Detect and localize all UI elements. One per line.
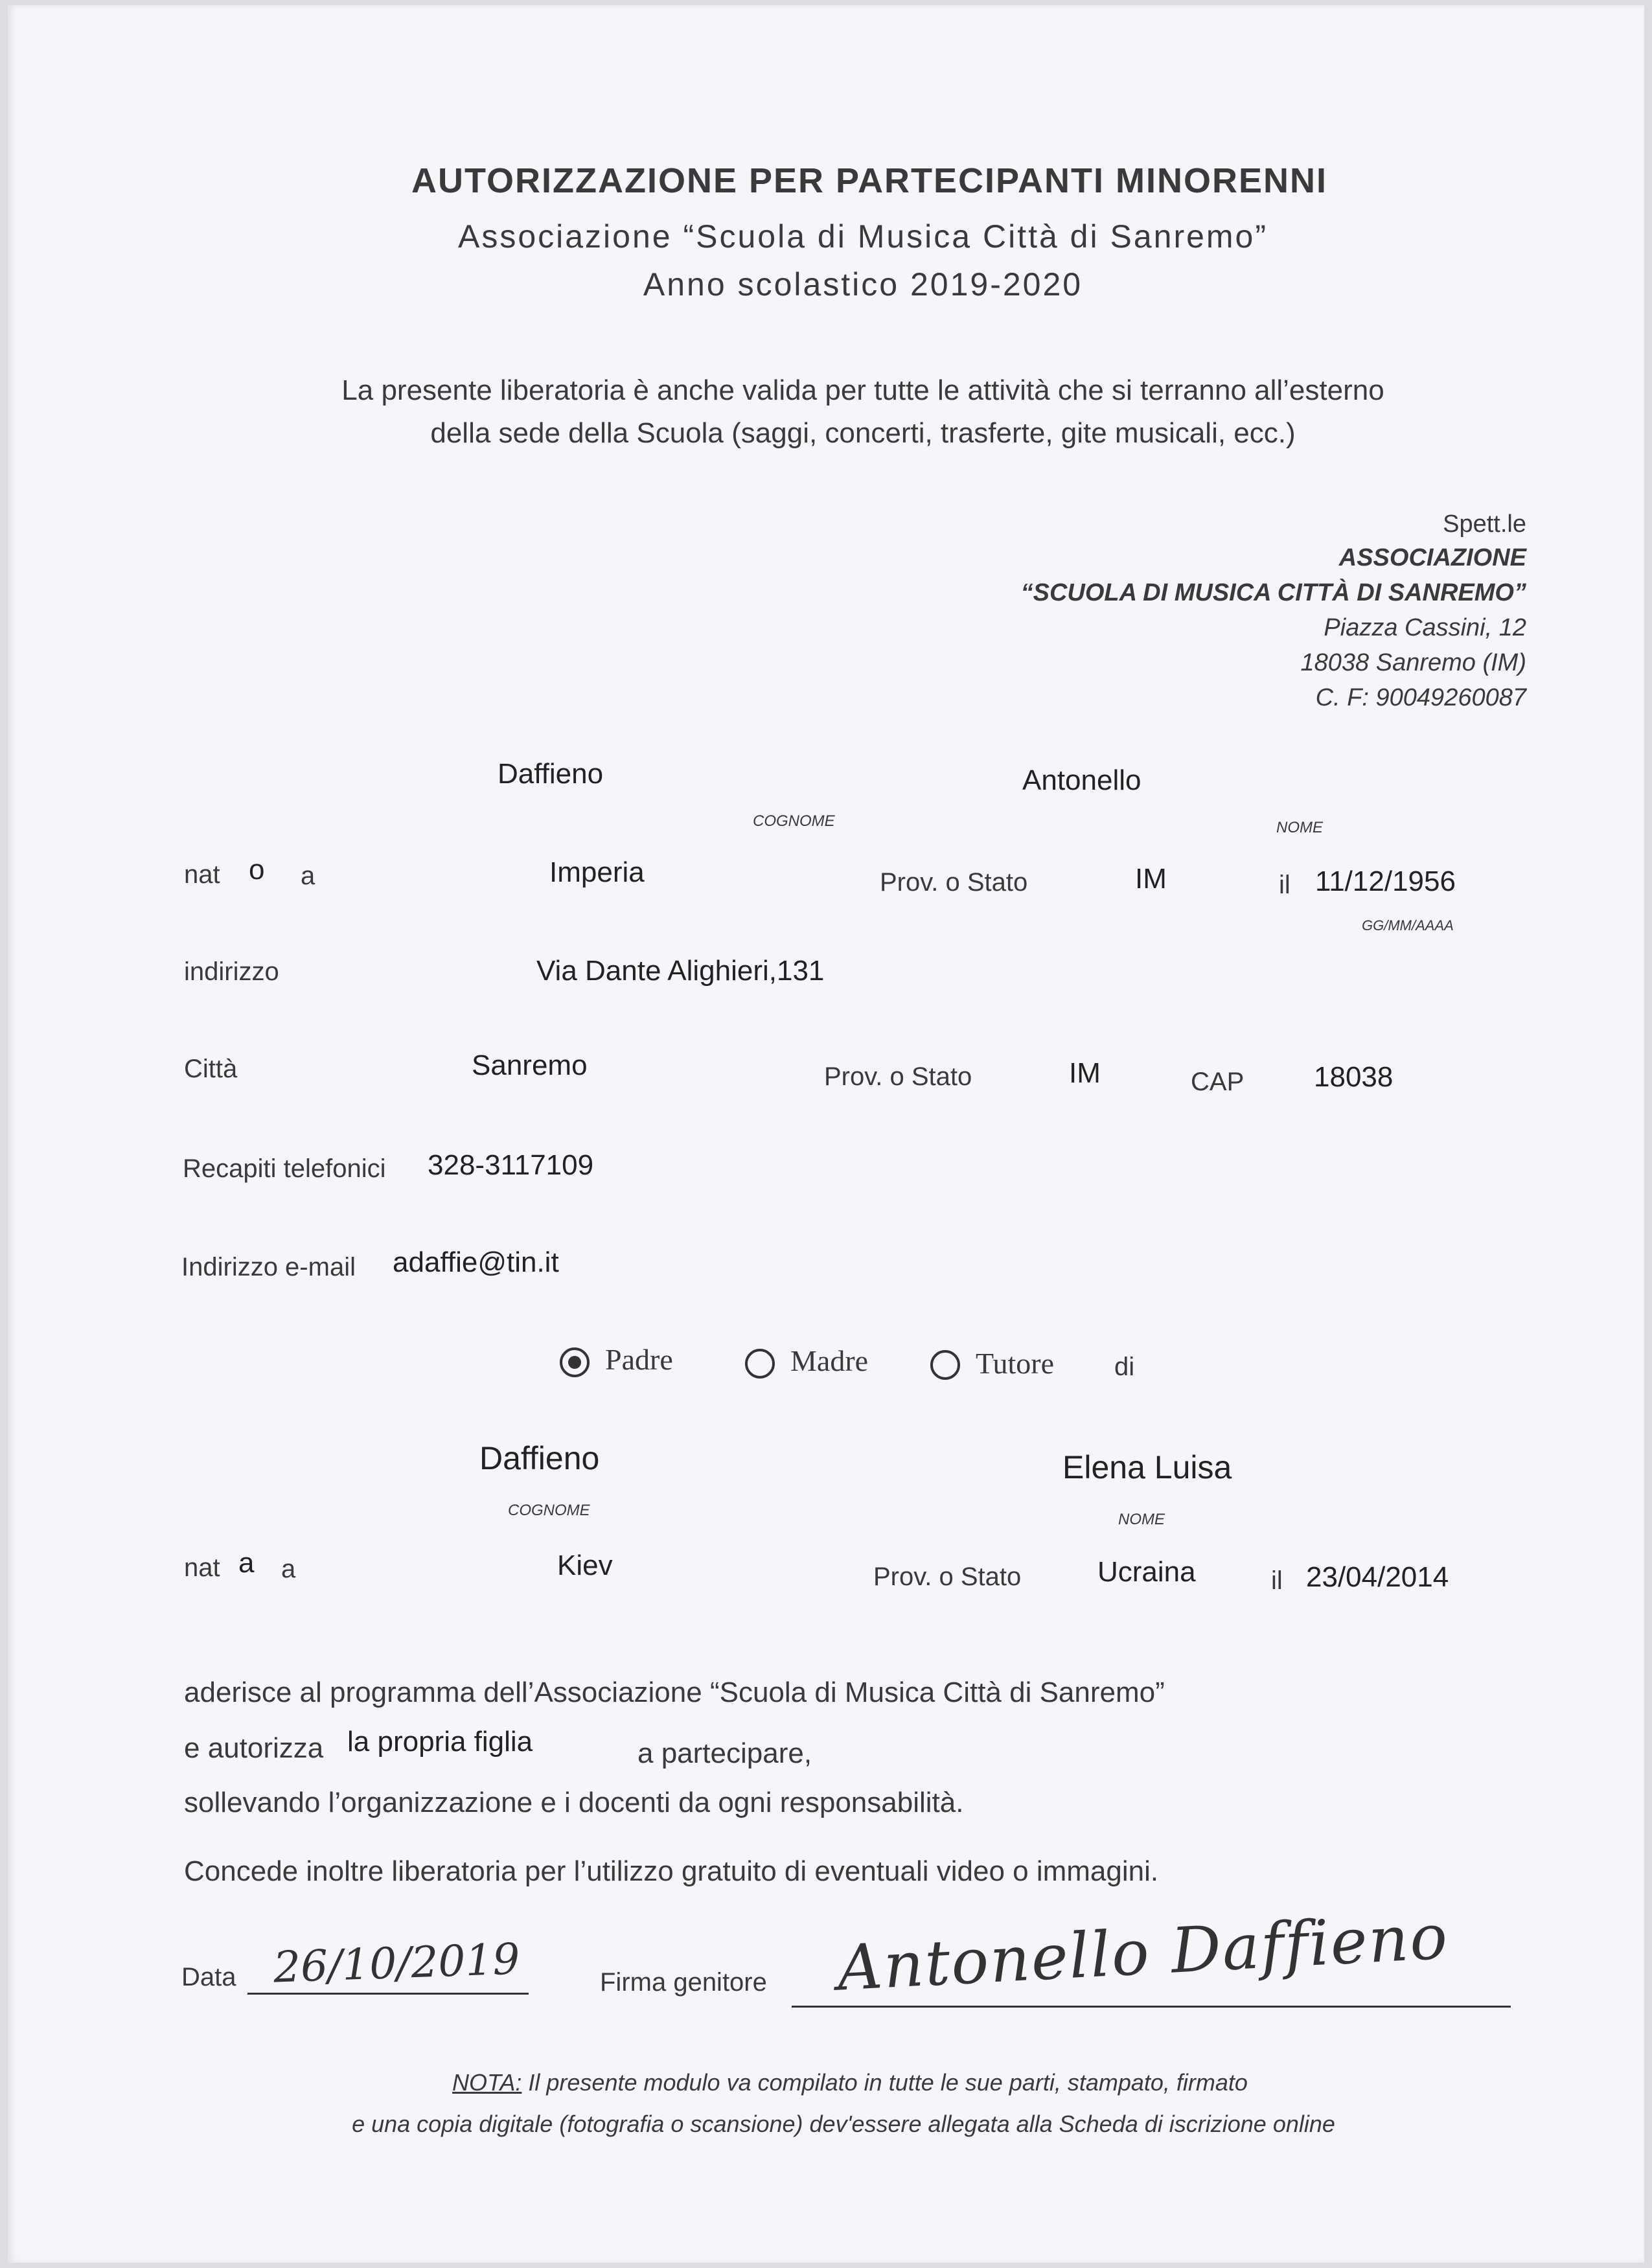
recipient-salutation: Spett.le [1443,510,1526,538]
city-prov-field[interactable]: IM [1069,1057,1101,1089]
parent-nat-suffix-field[interactable]: o [249,854,265,886]
date-label: Data [181,1963,236,1991]
recipient-name-2: “SCUOLA DI MUSICA CITTÀ DI SANREMO” [1020,579,1526,606]
phone-label: Recapiti telefonici [183,1154,386,1183]
form-title: AUTORIZZAZIONE PER PARTECIPANTI MINORENNI [411,161,1328,200]
recipient-name-1: ASSOCIAZIONE [1338,544,1526,571]
parent-il-label: il [1279,871,1291,899]
radio-madre[interactable] [745,1349,775,1379]
school-year: Anno scolastico 2019-2020 [643,266,1083,303]
signature-label: Firma genitore [600,1968,767,1997]
body-line-3: sollevando l’organizzazione e i docenti da ogni responsabilità. [184,1787,964,1818]
radio-tutore[interactable] [930,1350,960,1380]
signature-line [792,2006,1511,2008]
note-line-1 [452,2069,1248,2096]
date-format-hint: GG/MM/AAAA [1362,917,1454,934]
parent-birthplace-field[interactable]: Imperia [549,856,645,888]
parent-name-label: NOME [1276,819,1323,836]
address-label: indirizzo [184,957,279,986]
email-field[interactable]: adaffie@tin.it [393,1246,559,1278]
parent-signature[interactable]: Antonello Daffieno [835,1900,1451,2005]
child-name-field[interactable]: Elena Luisa [1062,1449,1232,1485]
child-birthplace-field[interactable]: Kiev [557,1550,613,1581]
form-sheet [8,5,1644,2263]
association-name: Associazione “Scuola di Musica Città di Sanremo” [457,218,1268,255]
date-handwritten-field[interactable]: 26/10/2019 [272,1934,521,1993]
address-field[interactable]: Via Dante Alighieri,131 [536,955,825,987]
child-birth-date-field[interactable]: 23/04/2014 [1306,1561,1449,1593]
recipient-city: 18038 Sanremo (IM) [1300,649,1526,676]
child-prov-label: Prov. o Stato [873,1563,1022,1591]
parent-name-field[interactable]: Antonello [1022,764,1141,796]
parent-birth-date-field[interactable]: 11/12/1956 [1315,865,1456,897]
recipient-cf: C. F: 90049260087 [1315,684,1526,711]
note-line-2: e una copia digitale (fotografia o scansione) dev'essere allegata alla Scheda di iscrizione online [352,2111,1335,2137]
parent-surname-field[interactable]: Daffieno [498,758,604,790]
radio-selected-dot [568,1356,581,1369]
email-label: Indirizzo e-mail [181,1253,356,1281]
radio-padre-label: Padre [605,1343,673,1376]
body-line-4: Concede inoltre liberatoria per l’utilizzo gratuito di eventuali video o immagini. [184,1855,1159,1887]
intro-line-1: La presente liberatoria è anche valida per tutte le attività che si terranno all’esterno [341,374,1384,406]
child-birth-prov-field[interactable]: Ucraina [1097,1556,1196,1588]
date-line [247,1993,529,1995]
parent-prov-label: Prov. o Stato [880,868,1028,897]
note-text-1: Il presente modulo va compilato in tutte le sue parti, stampato, firmato [522,2069,1248,2096]
note-label: NOTA: [452,2069,522,2096]
child-surname-field[interactable]: Daffieno [479,1440,600,1476]
di-label: di [1114,1353,1135,1381]
city-prov-label: Prov. o Stato [824,1062,972,1091]
child-surname-label: COGNOME [508,1502,590,1519]
child-a-label: a [281,1555,296,1583]
city-label: Città [184,1055,238,1083]
parent-a-label: a [301,862,315,890]
recipient-street: Piazza Cassini, 12 [1324,614,1526,641]
cap-label: CAP [1191,1068,1245,1096]
radio-tutore-label: Tutore [976,1347,1054,1380]
city-field[interactable]: Sanremo [472,1049,588,1081]
parent-nat-label: nat [184,860,220,889]
body-line-1: aderisce al programma dell’Associazione “Scuola di Musica Città di Sanremo” [184,1677,1165,1708]
parent-surname-label: COGNOME [753,812,835,830]
phone-field[interactable]: 328-3117109 [428,1149,594,1181]
intro-line-2: della sede della Scuola (saggi, concerti, trasferte, gite musicali, ecc.) [430,417,1296,449]
cap-field[interactable]: 18038 [1314,1061,1394,1093]
authorize-prefix: e autorizza [184,1732,324,1764]
radio-padre[interactable] [560,1347,590,1377]
radio-madre-label: Madre [790,1344,869,1377]
parent-birth-prov-field[interactable]: IM [1135,863,1167,895]
child-il-label: il [1271,1566,1283,1595]
authorize-value-field[interactable]: la propria figlia [347,1726,533,1758]
child-name-label: NOME [1118,1511,1165,1528]
authorize-suffix: a partecipare, [637,1737,812,1769]
child-nat-label: nat [184,1553,220,1582]
child-nat-suffix-field[interactable]: a [238,1547,255,1579]
